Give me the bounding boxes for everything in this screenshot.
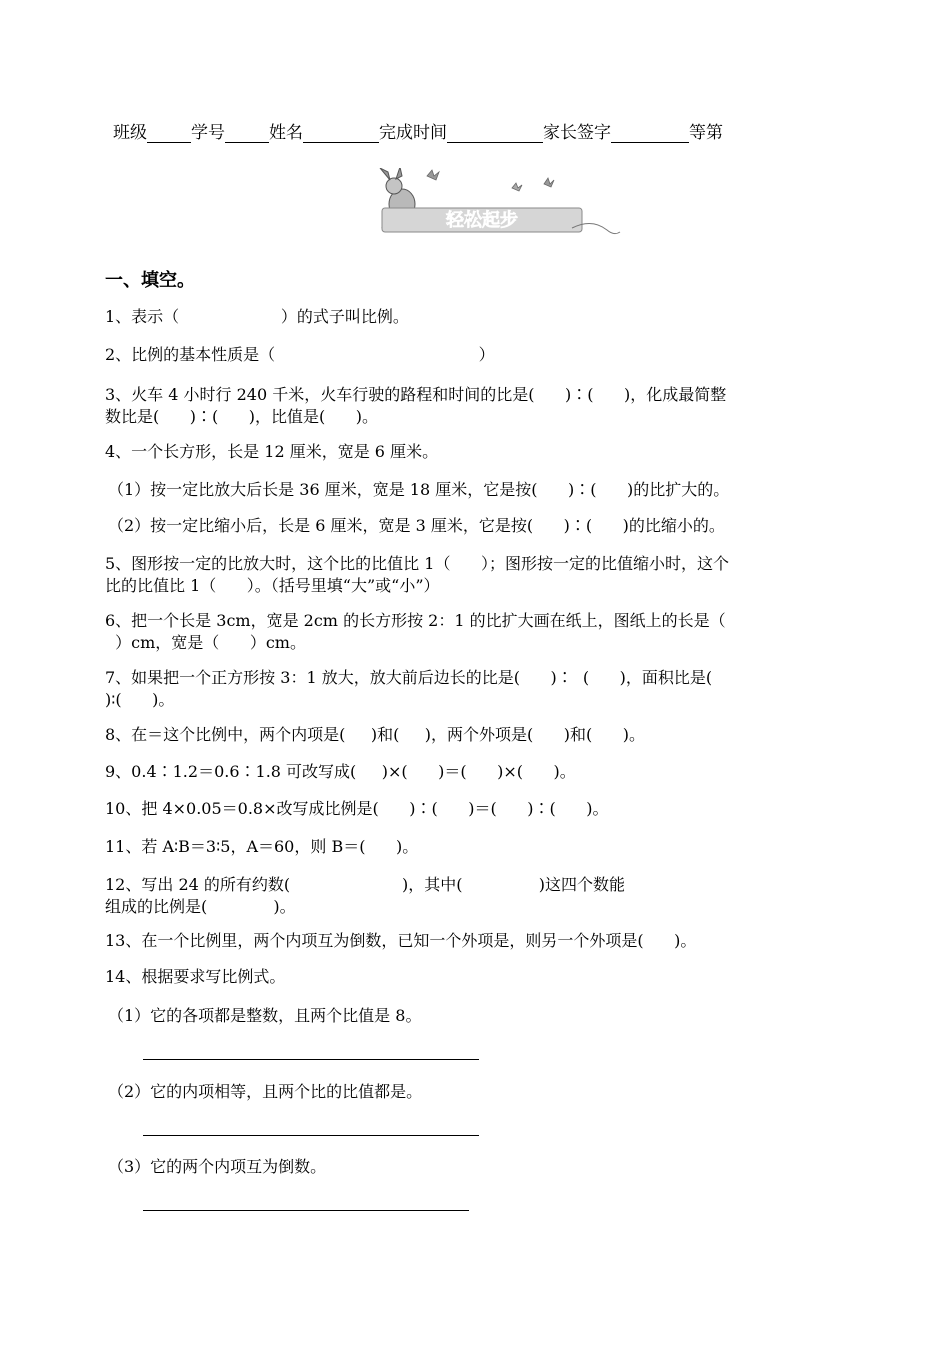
question-14-part-2: （2）它的内项相等，且两个比的比值都是。 (108, 1082, 423, 1101)
question-14-part-1: （1）它的各项都是整数，且两个比值是 8。 (108, 1006, 422, 1025)
question-1: 1、表示（ ）的式子叫比例。 (105, 307, 409, 326)
question-10: 10、把 4×0.05＝0.8×改写成比例是( )∶( )＝( )∶( )。 (105, 799, 609, 818)
question-3-line-1: 3、火车 4 小时行 240 千米，火车行驶的路程和时间的比是( )∶( )，化成最简整 (105, 385, 727, 404)
class-label: 班级 (113, 123, 147, 143)
student-info-header (113, 118, 723, 143)
question-3-line-2: 数比是( )∶( )，比值是( )。 (105, 407, 379, 426)
question-5-line-2: 比的比值比 1（ ）。（括号里填“大”或“小”） (105, 576, 440, 595)
question-2: 2、比例的基本性质是（ ） (105, 345, 495, 364)
question-6-line-1: 6、把一个长是 3cm，宽是 2cm 的长方形按 2：1 的比扩大画在纸上，图纸上的长是（ (105, 611, 726, 630)
completion-time-blank (447, 128, 543, 143)
question-13: 13、在一个比例里，两个内项互为倒数，已知一个外项是，则另一个外项是( )。 (105, 931, 697, 950)
question-14: 14、根据要求写比例式。 (105, 967, 286, 986)
question-11: 11、若 A∶B＝3∶5，A＝60，则 B＝( )。 (105, 837, 419, 856)
question-8: 8、在＝这个比例中，两个内项是( )和( )，两个外项是( )和( )。 (105, 725, 646, 744)
section-title: 一、填空。 (105, 270, 195, 291)
name-label: 姓名 (269, 123, 303, 143)
question-5-line-1: 5、图形按一定的比放大时，这个比的比值比 1（ ）；图形按一定的比值缩小时，这个 (105, 554, 729, 573)
grade-label: 等第 (689, 123, 723, 143)
question-12-line-2: 组成的比例是( )。 (105, 897, 296, 916)
question-4-part-2: （2）按一定比缩小后，长是 6 厘米，宽是 3 厘米，它是按( )∶( )的比缩小的。 (108, 516, 725, 535)
question-4: 4、一个长方形，长是 12 厘米，宽是 6 厘米。 (105, 442, 439, 461)
answer-line-2[interactable] (143, 1135, 479, 1136)
question-6-line-2: ）cm，宽是（ ）cm。 (105, 633, 306, 652)
question-9: 9、0.4∶1.2＝0.6∶1.8 可改写成( )×( )＝( )×( )。 (105, 762, 576, 781)
student-number-blank (225, 128, 269, 143)
parent-signature-blank (611, 128, 689, 143)
student-number-label: 学号 (191, 123, 225, 143)
question-14-part-3: （3）它的两个内项互为倒数。 (108, 1157, 327, 1176)
name-blank (303, 128, 379, 143)
question-7-line-1: 7、如果把一个正方形按 3：1 放大，放大前后边长的比是( )∶ ( )，面积比是( (105, 668, 713, 687)
butterfly-icon (427, 170, 554, 191)
question-7-line-2: )∶( )。 (105, 690, 175, 709)
banner-title: 轻松起步 (446, 210, 518, 231)
banner-image (372, 168, 622, 240)
parent-signature-label: 家长签字 (543, 123, 611, 143)
question-4-part-1: （1）按一定比放大后长是 36 厘米，宽是 18 厘米，它是按( )∶( )的比扩大的。 (108, 480, 730, 499)
answer-line-3[interactable] (143, 1210, 469, 1211)
answer-line-1[interactable] (143, 1059, 479, 1060)
completion-time-label: 完成时间 (379, 123, 447, 143)
class-blank (147, 128, 191, 143)
question-12-line-1: 12、写出 24 的所有约数( )，其中( )这四个数能 (105, 875, 626, 894)
